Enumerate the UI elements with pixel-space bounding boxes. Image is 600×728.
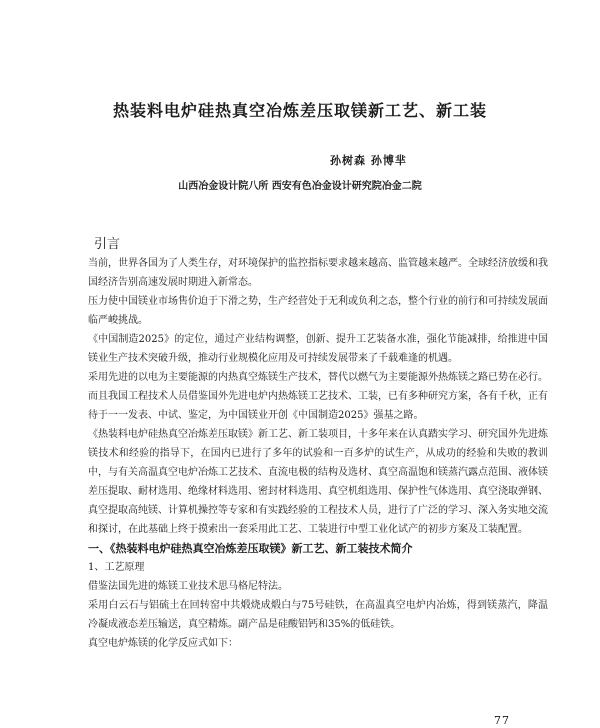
paragraph: 当前，世界各国为了人类生存，对环境保护的监控指标要求越来越高、监管越来越严。全球经济放缓和我国经济告别高速发展时期进入新常态。	[88, 258, 548, 288]
paragraph: 《热装料电炉硅热真空冶炼差压取镁》新工艺、新工装项目，十多年来在认真踏实学习、研究国外先进炼镁技术和经验的指导下，在国内已进行了多年的试验和一百多炉的试生产，从成功的经验和失败的教训中，与有关高温真空电炉冶炼工艺技术、直流电极的结构及选材、真空高温饱和镁蒸汽露点范围、液体镁差压提取、耐材选用、绝缘材料选用、密封材料选用、真空机组选用、保护性气体选用、真空浇取弹钢、真空提取高纯镁、计算机操控等专家和有实践经验的工程技术人员，进行了广泛的学习、深入务实地交流和探讨，在此基础上终于摸索出一套采用此工艺、工装进行中型工业化试产的初步方案及工装配置。	[88, 429, 548, 535]
author-names: 孙树森 孙博芈	[330, 154, 407, 167]
section-heading: 一、《热装料电炉硅热真空冶炼差压取镁》新工艺、新工装技术简介	[88, 542, 413, 555]
paragraph: 压力使中国镁业市场售价迫于下滑之势，生产经营处于无利或负利之态，整个行业的前行和可持续发展面临严峻挑战。	[88, 296, 548, 326]
paper-title: 热装料电炉硅热真空冶炼差压取镁新工艺、新工装	[112, 101, 487, 120]
body-text	[88, 236, 548, 653]
author-affiliation: 山西冶金设计院八所 西安有色冶金设计研究院冶金二院	[178, 181, 422, 192]
paragraph: 真空电炉炼镁的化学反应式如下：	[88, 638, 238, 649]
sub-heading: 1、工艺原理	[88, 562, 145, 573]
page-number: 77	[494, 714, 510, 727]
paragraph: 采用白云石与铝硫土在回转窑中共煅烧成煅白与75号硅铁，在高温真空电炉内冶炼，得到镁蒸汽，降温冷凝成液态差压输送，真空精炼。副产品是硅酸铝钙和35%的低硅铁。	[88, 600, 548, 630]
paragraph: 借鉴法国先进的炼镁工业技术思马格尼特法。	[88, 581, 288, 592]
intro-heading: 引言	[94, 237, 121, 252]
paragraph: 采用先进的以电为主要能源的内热真空炼镁生产技术，替代以燃气为主要能源外热炼镁之路已势在必行。而且我国工程技术人员借鉴国外先进电炉内热炼镁工艺技术、工装，已有多种研究方案，各有千秋，正有待于一一发表、中试、鉴定，为中国镁业开创《中国制造2025》强基之路。	[88, 372, 548, 421]
paragraph: 《中国制造2025》的定位，通过产业结构调整，创新、提升工艺装备水准，强化节能减排，给推进中国镁业生产技术突破升级，推动行业规模化应用及可持续发展带来了千载难逢的机遇。	[88, 334, 548, 364]
